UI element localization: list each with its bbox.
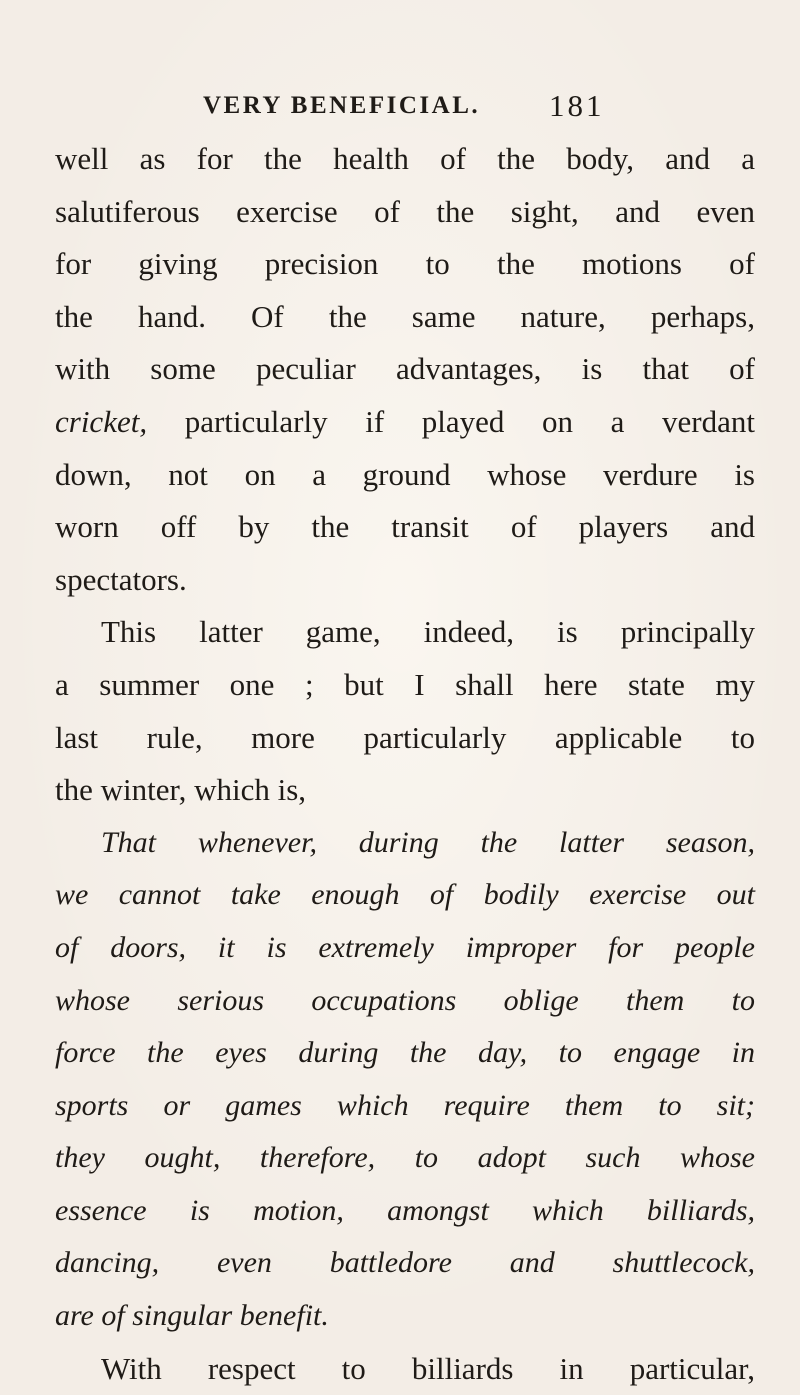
text-line: This latter game, indeed, is principally [101,614,755,650]
italic-line: of doors, it is extremely improper for people [55,930,755,964]
text-line: spectators. [55,561,187,597]
running-title: VERY BENEFICIAL. [203,92,481,119]
text-line: worn off by the transit of players and [55,509,755,545]
text-line [55,396,755,449]
italic-line: sports or games which require them to sit; [55,1088,755,1122]
text-line: a summer one ; but I shall here state my [55,666,755,702]
running-head [0,88,800,128]
italic-line: are of singular benefit. [55,1299,329,1333]
italic-line: we cannot take enough of bodily exercise out [55,878,755,912]
italic-line: dancing, even battledore and shuttlecock, [55,1246,755,1280]
italic-line: That whenever, during the latter season, [101,825,755,859]
body-text [55,133,755,1395]
text-line: last rule, more particularly applicable to [55,719,755,755]
page-number: 181 [549,88,605,123]
italic-line: whose serious occupations oblige them to [55,983,755,1017]
text-line: salutiferous exercise of the sight, and even [55,193,755,229]
italic-line: force the eyes during the day, to engage in [55,1036,755,1070]
text-line: With respect to billiards in particular, [101,1350,755,1386]
text-line: well as for the health of the body, and a [55,141,755,176]
italic-line: they ought, therefore, to adopt such whose [55,1141,755,1175]
text-line: the hand. Of the same nature, perhaps, [55,298,755,334]
italic-word: cricket, [55,403,148,439]
text-line: with some peculiar advantages, is that of [55,351,755,387]
text-line: the winter, which is, [55,772,307,808]
text-line: for giving precision to the motions of [55,246,755,282]
italic-line: essence is motion, amongst which billiards, [55,1193,755,1227]
text-line-rest: particularly if played on a verdant [147,403,755,439]
text-line: down, not on a ground whose verdure is [55,456,755,492]
